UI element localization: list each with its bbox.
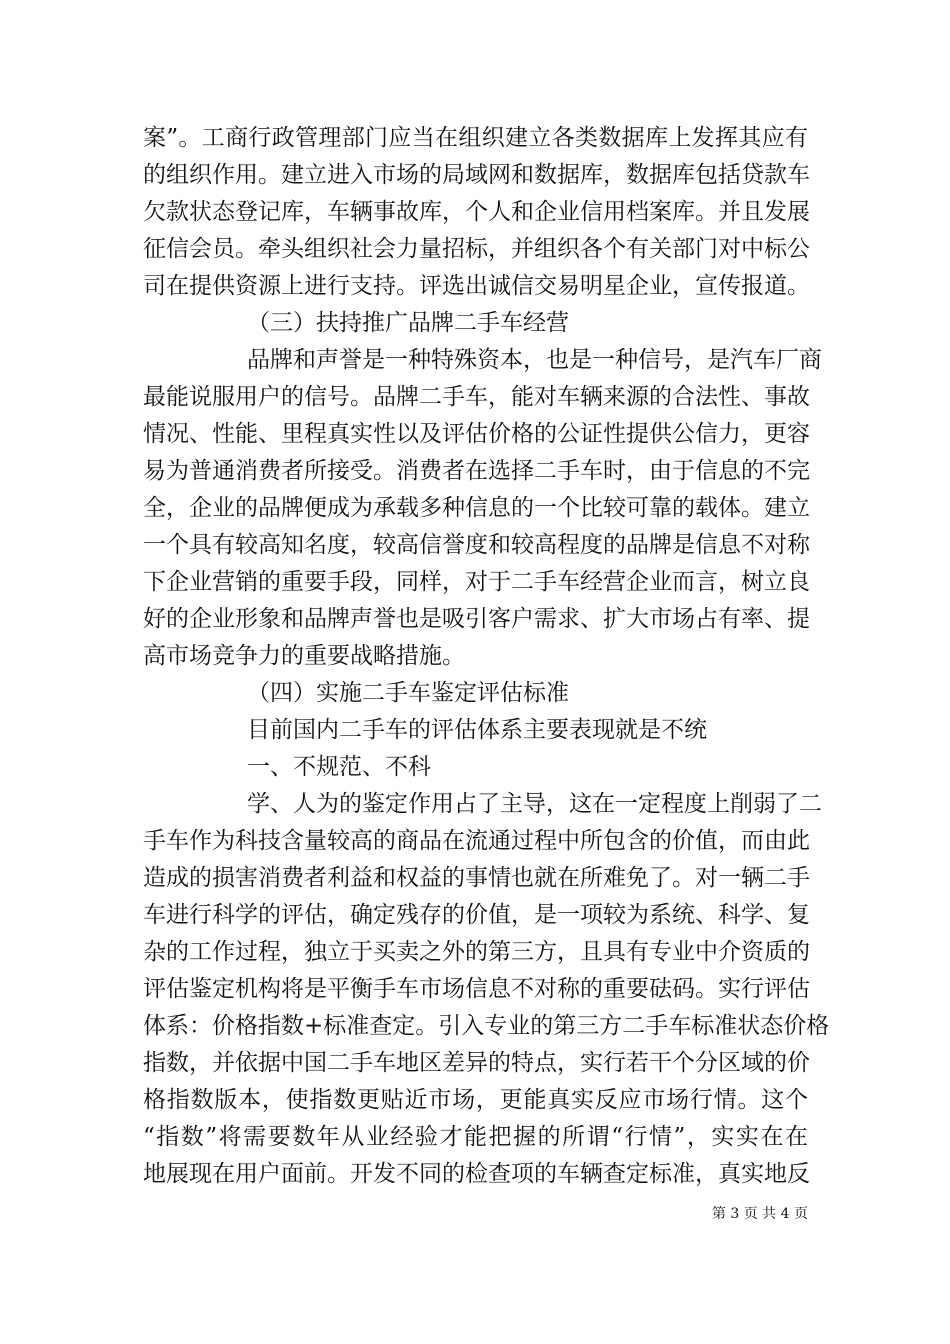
text-line: 司在提供资源上进行支持。评选出诚信交易明星企业，宣传报道。 — [143, 273, 810, 299]
text-line: 地展现在用户面前。开发不同的检查项的车辆查定标准，真实地反 — [143, 1161, 810, 1187]
text-line: 最能说服用户的信号。品牌二手车，能对车辆来源的合法性、事故 — [143, 384, 810, 410]
text-line: 一、不规范、不科 — [247, 754, 431, 780]
text-line: 下企业营销的重要手段，同样，对于二手车经营企业而言，树立良 — [143, 569, 810, 595]
text-line: 评估鉴定机构将是平衡手车市场信息不对称的重要砝码。实行评估 — [143, 976, 810, 1002]
paragraph-first-line: 目前国内二手车的评估体系主要表现就是不统 — [247, 717, 707, 743]
text-line: 情况、性能、里程真实性以及评估价格的公证性提供公信力，更容 — [143, 421, 810, 447]
section-heading: （三）扶持推广品牌二手车经营 — [247, 310, 569, 336]
text-line: 指数，并依据中国二手车地区差异的特点，实行若干个分区域的价 — [143, 1050, 810, 1076]
paragraph-first-line: 品牌和声誉是一种特殊资本，也是一种信号，是汽车厂商 — [247, 347, 822, 373]
text-line: 征信会员。牵头组织社会力量招标，并组织各个有关部门对中标公 — [143, 236, 810, 262]
text-line: “指数”将需要数年从业经验才能把握的所谓“行情”，实实在在 — [143, 1124, 808, 1150]
page-number-footer: 第 3 页 共 4 页 — [711, 1206, 808, 1222]
section-heading: （四）实施二手车鉴定评估标准 — [247, 680, 569, 706]
text-line: 一个具有较高知名度，较高信誉度和较高程度的品牌是信息不对称 — [143, 532, 810, 558]
text-line: 高市场竞争力的重要战略措施。 — [143, 643, 465, 669]
text-line: 杂的工作过程，独立于买卖之外的第三方，且具有专业中介资质的 — [143, 939, 810, 965]
text-line: 的组织作用。建立进入市场的局域网和数据库，数据库包括贷款车 — [143, 162, 810, 188]
text-line: 好的企业形象和品牌声誉也是吸引客户需求、扩大市场占有率、提 — [143, 606, 810, 632]
text-line: 车进行科学的评估，确定残存的价值，是一项较为系统、科学、复 — [143, 902, 810, 928]
text-line: 易为普通消费者所接受。消费者在选择二手车时，由于信息的不完 — [143, 458, 810, 484]
text-line: 手车作为科技含量较高的商品在流通过程中所包含的价值，而由此 — [143, 828, 810, 854]
text-line: 造成的损害消费者利益和权益的事情也就在所难免了。对一辆二手 — [143, 865, 810, 891]
text-line: 欠款状态登记库，车辆事故库，个人和企业信用档案库。并且发展 — [143, 199, 810, 225]
paragraph-first-line: 学、人为的鉴定作用占了主导，这在一定程度上削弱了二 — [247, 791, 822, 817]
text-line: 体系：价格指数+标准查定。引入专业的第三方二手车标准状态价格 — [143, 1013, 830, 1039]
text-line: 全，企业的品牌便成为承载多种信息的一个比较可靠的载体。建立 — [143, 495, 810, 521]
text-line: 案”。工商行政管理部门应当在组织建立各类数据库上发挥其应有 — [143, 125, 808, 151]
text-line: 格指数版本，使指数更贴近市场，更能真实反应市场行情。这个 — [143, 1087, 808, 1113]
